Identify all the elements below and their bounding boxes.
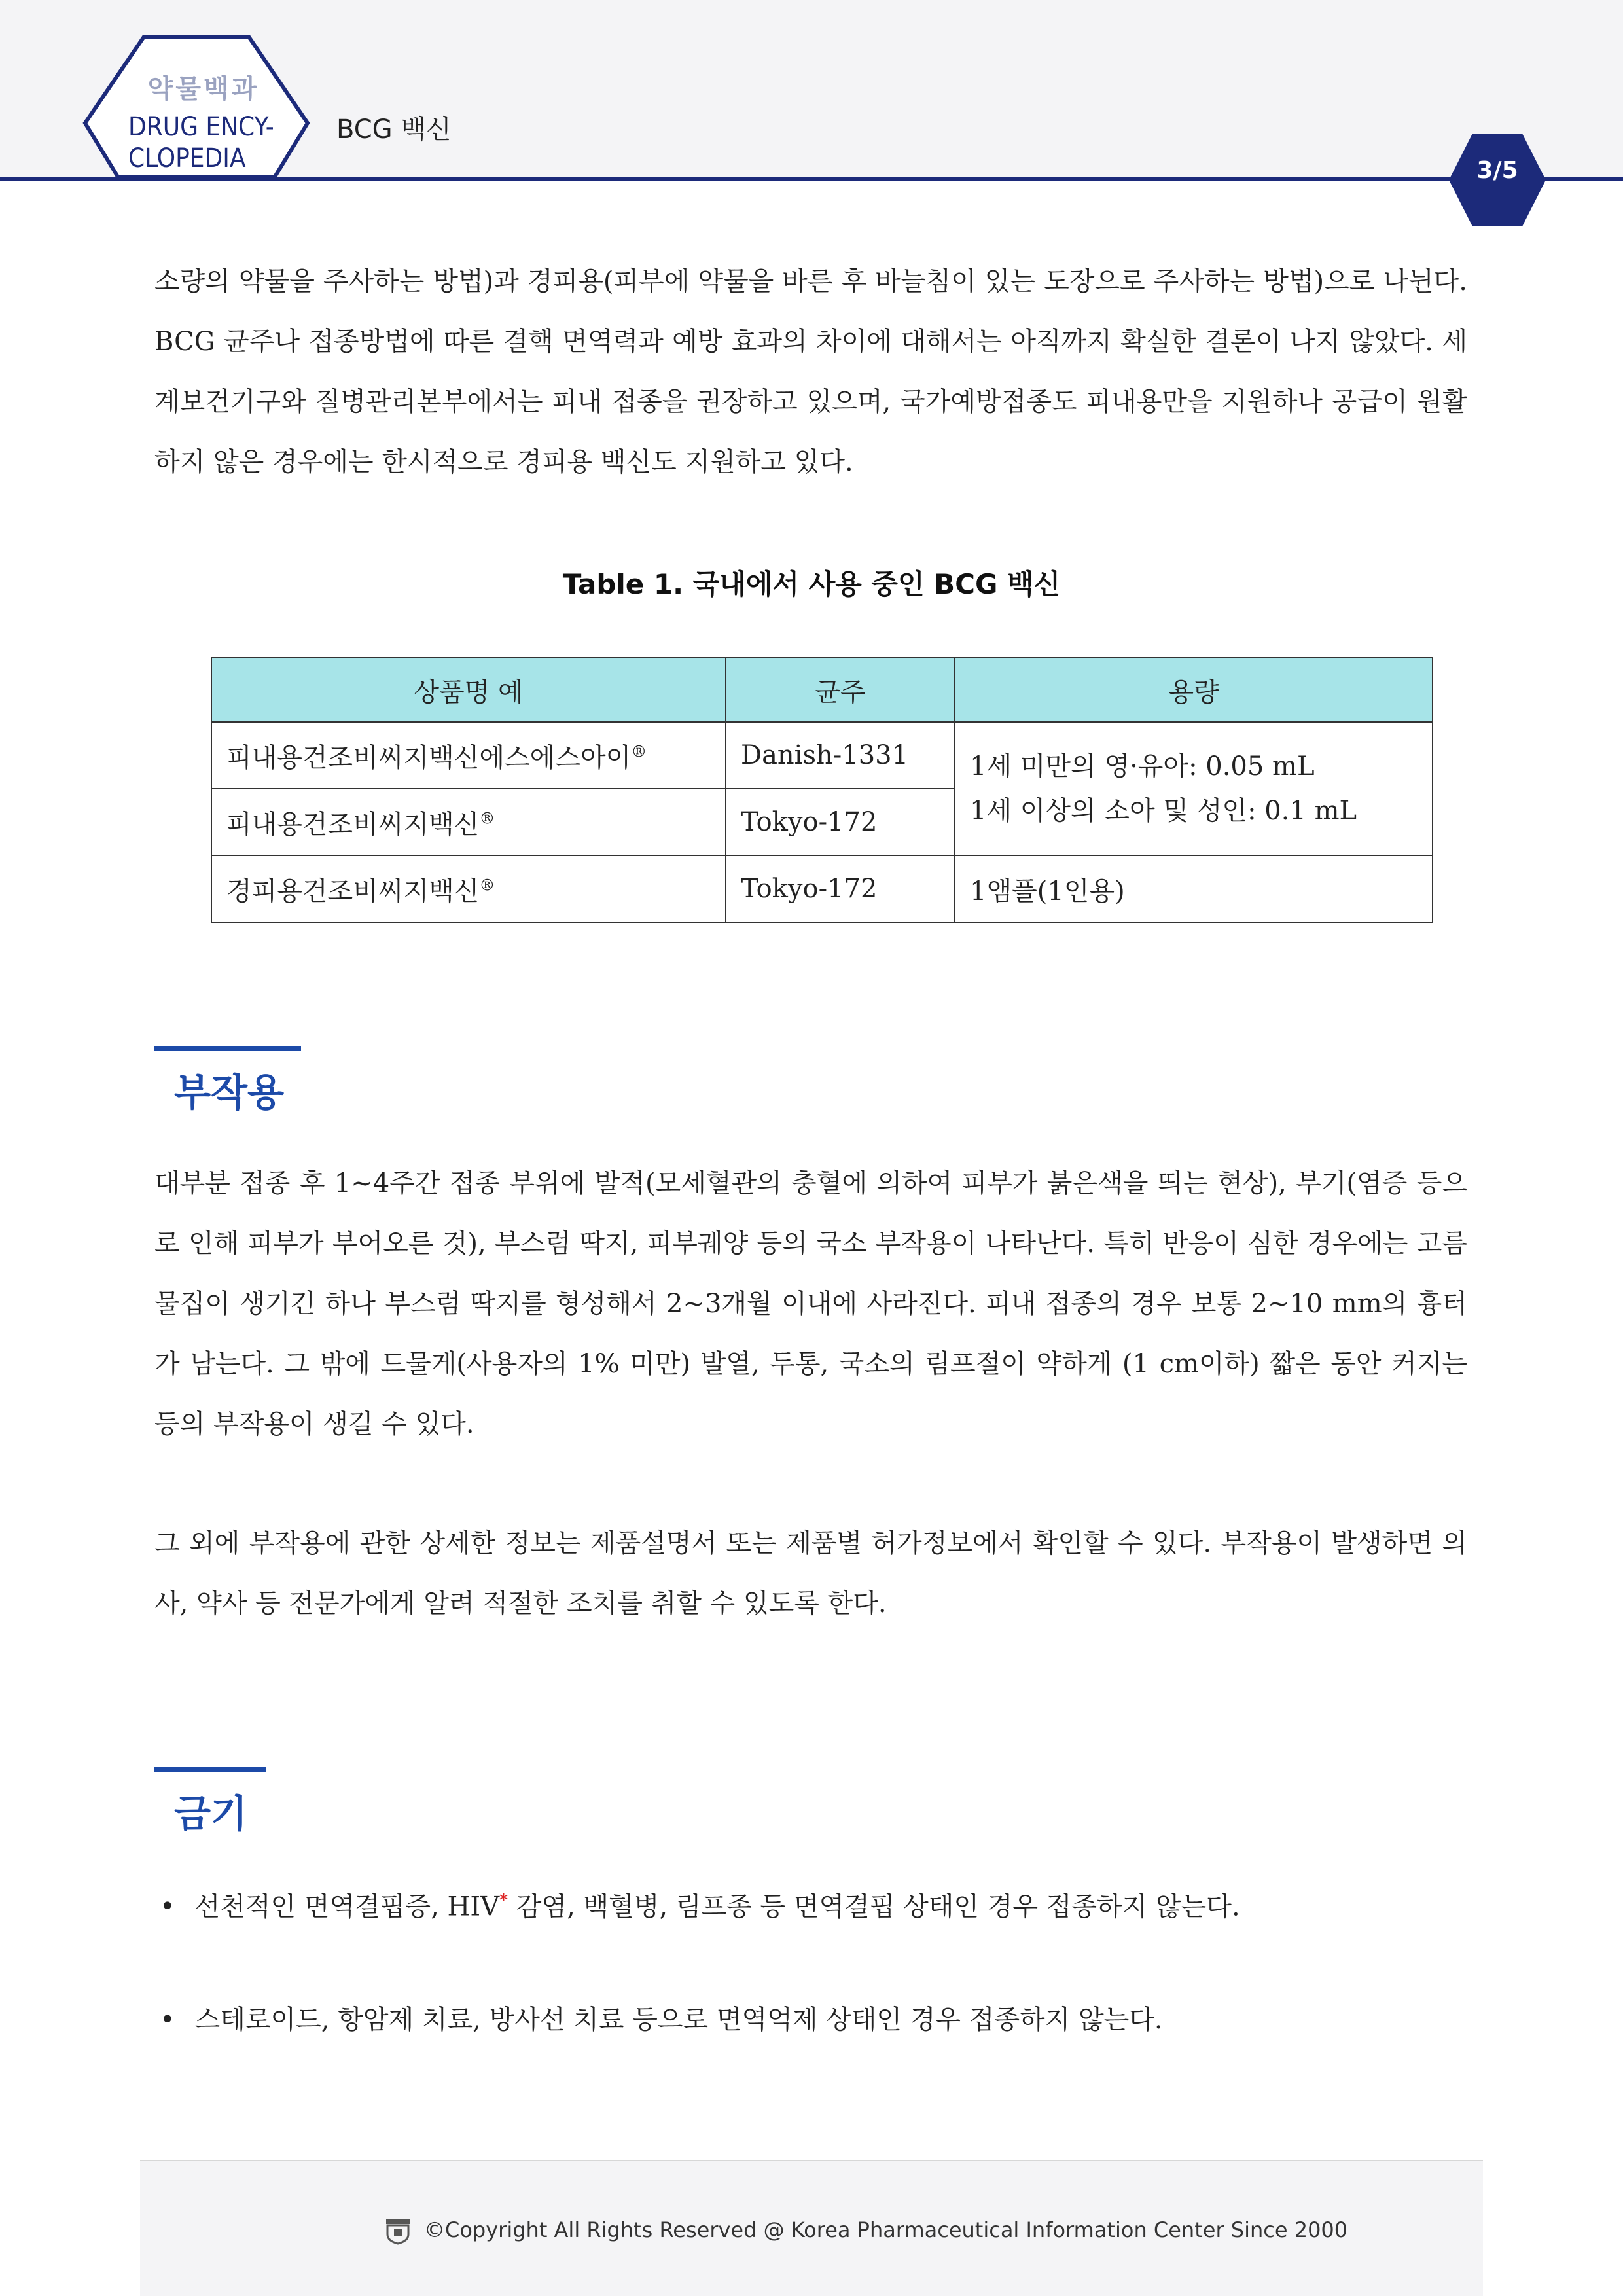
page-number: 3/5: [1476, 157, 1518, 184]
table-header-strain: 균주: [726, 658, 955, 722]
vaccine-table: [211, 657, 1433, 923]
table-row: [211, 855, 1433, 922]
table-cell-product: 피내용건조비씨지백신에스에스아이®: [211, 722, 726, 789]
section-title-side-effects: 부작용: [174, 1070, 285, 1115]
header-divider: [0, 177, 1623, 181]
table-caption: Table 1. 국내에서 사용 중인 BCG 백신: [562, 568, 1061, 600]
table-cell-product: 경피용건조비씨지백신®: [211, 855, 726, 922]
table-header-row: [211, 658, 1433, 722]
bullet-dot-icon: •: [160, 1892, 175, 1922]
logo-korean: 약물백과: [147, 74, 260, 104]
table-cell-dose: 1앰플(1인용): [955, 855, 1433, 922]
bullet-dot-icon: •: [160, 2005, 175, 2035]
table-header-product: 상품명 예: [211, 658, 726, 722]
table-cell-product: 피내용건조비씨지백신®: [211, 789, 726, 855]
table-header-dose: 용량: [955, 658, 1433, 722]
table-row: [211, 722, 1433, 789]
footer-copyright: ©Copyright All Rights Reserved @ Korea Pharmaceutical Information Center Since 2000: [424, 2217, 1348, 2242]
table-cell-dose-shared: 1세 미만의 영·유아: 0.05 mL 1세 이상의 소아 및 성인: 0.1 mL: [955, 722, 1433, 855]
side-effects-info-paragraph: 그 외에 부작용에 관한 상세한 정보는 제품설명서 또는 제품별 허가정보에서 확인할 수 있다. 부작용이 발생하면 의사, 약사 등 전문가에게 알려 적절한 조치를 취할 수 있도록 한다.: [154, 1528, 1467, 1619]
section-bar-contraindications: [154, 1767, 266, 1772]
document-title: BCG 백신: [336, 115, 452, 145]
table-cell-strain: Danish-1331: [726, 722, 955, 789]
list-item: • 스테로이드, 항암제 치료, 방사선 치료 등으로 면역억제 상태인 경우 접종하지 않는다.: [160, 2005, 1163, 2035]
side-effects-paragraph: 대부분 접종 후 1~4주간 접종 부위에 발적(모세혈관의 충혈에 의하여 피부가 붉은색을 띄는 현상), 부기(염증 등으로 인해 피부가 부어오른 것), 부스럼 딱지, 피부궤양 등의 국소 부작용이 나타난다. 특히 반응이 심한 경우에는 고름 물집이 생기긴 하나 부스럼 딱지를 형성해서 2~3개월 이내에 사라진다. 피내 접종의 경우 보통 2~10 mm의 흉터가 남는다. 그 밖에 드물게(사용자의 1% 미만) 발열, 두통, 국소의 림프절이 약하게 (1 cm이하) 짧은 동안 커지는 등의 부작용이 생길 수 있다.: [154, 1168, 1467, 1439]
section-bar-side-effects: [154, 1046, 301, 1051]
intro-paragraph: 소량의 약물을 주사하는 방법)과 경피용(피부에 약물을 바른 후 바늘침이 있는 도장으로 주사하는 방법)으로 나뉜다. BCG 균주나 접종방법에 따른 결핵 면역력과 예방 효과의 차이에 대해서는 아직까지 확실한 결론이 나지 않았다. 세계보건기구와 질병관리본부에서는 피내 접종을 권장하고 있으며, 국가예방접종도 피내용만을 지원하나 공급이 원활하지 않은 경우에는 한시적으로 경피용 백신도 지원하고 있다.: [154, 266, 1467, 477]
list-item: • 선천적인 면역결핍증, HIV* 감염, 백혈병, 림프종 등 면역결핍 상태인 경우 접종하지 않는다.: [160, 1891, 1240, 1922]
logo-english: DRUG ENCY- CLOPEDIA: [128, 112, 274, 173]
table-cell-strain: Tokyo-172: [726, 789, 955, 855]
table-cell-strain: Tokyo-172: [726, 855, 955, 922]
section-title-contraindications: 금기: [174, 1791, 248, 1836]
kpic-emblem-icon: [383, 2216, 412, 2245]
